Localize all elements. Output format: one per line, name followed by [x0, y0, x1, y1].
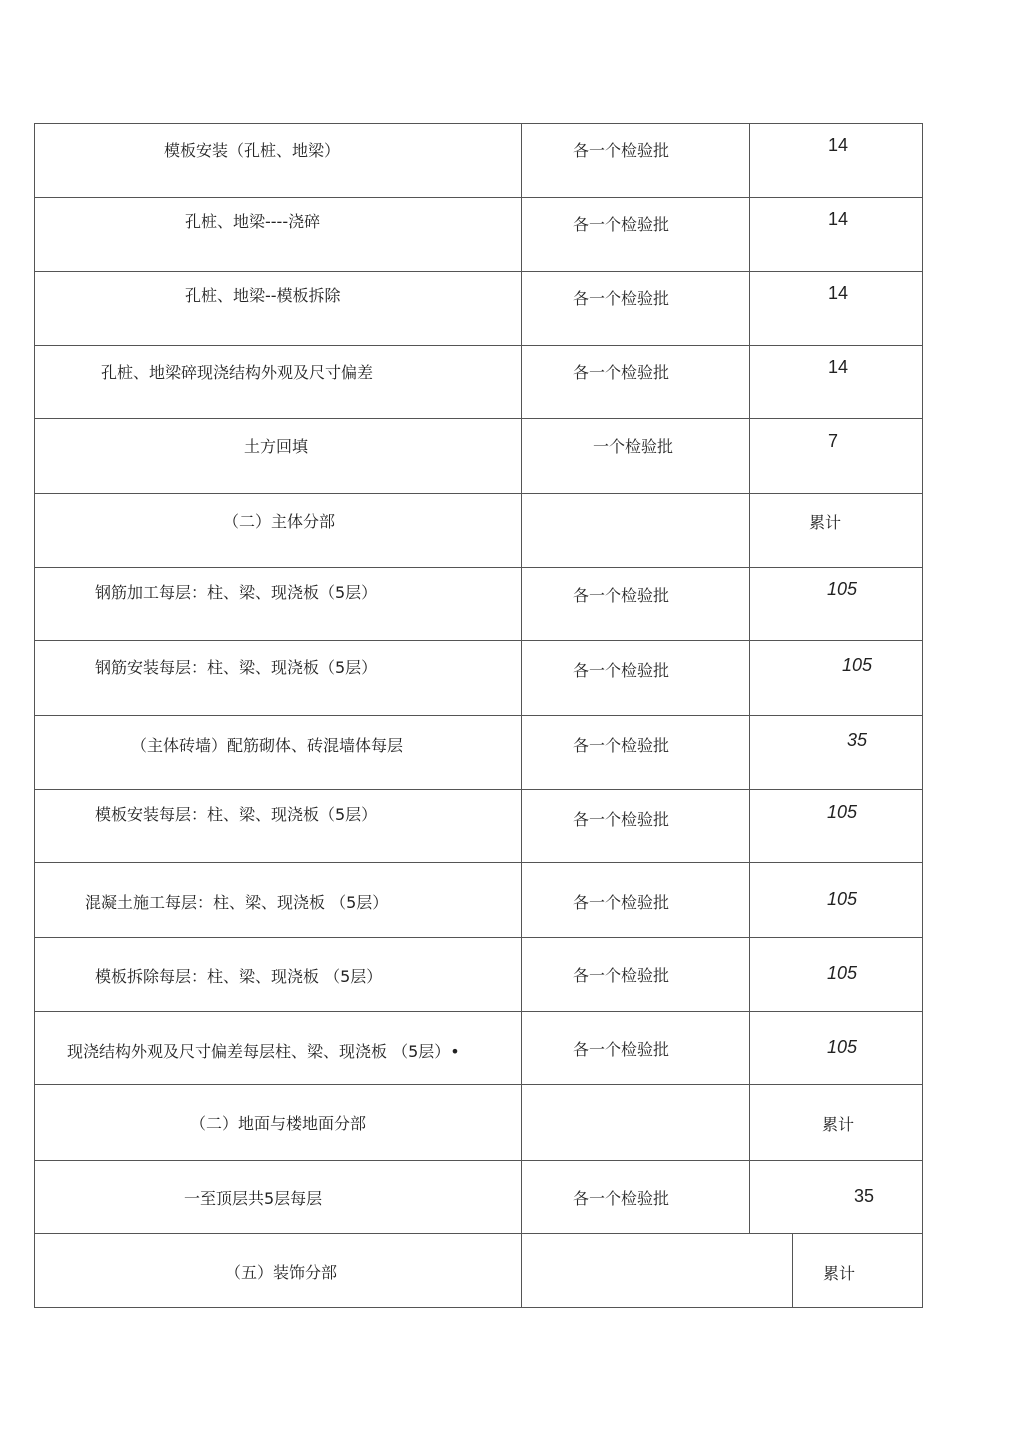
table-row [34, 937, 923, 1011]
item-text: 孔桩、地梁碎现浇结构外观及尺寸偏差 [101, 363, 374, 382]
batch-cell [522, 419, 750, 493]
item-cell [35, 1012, 522, 1084]
count-cell [793, 1234, 922, 1307]
count-text: 14 [828, 283, 849, 303]
batch-cell [522, 790, 750, 862]
batch-text: 各一个检验批 [573, 586, 670, 605]
table-row [34, 1011, 923, 1084]
item-text: （主体砖墙）配筋砌体、砖混墙体每层 [131, 736, 404, 755]
batch-cell [522, 124, 750, 197]
count-text: 35 [854, 1186, 875, 1206]
batch-text: 各一个检验批 [573, 810, 670, 829]
table-row [34, 1160, 923, 1233]
batch-cell [522, 568, 750, 640]
item-cell [35, 716, 522, 789]
table-row [34, 640, 923, 715]
count-text: 105 [827, 802, 858, 822]
count-text: 14 [828, 209, 849, 229]
count-text: 105 [827, 963, 858, 983]
item-cell [35, 938, 522, 1011]
table-row [34, 862, 923, 937]
item-cell [35, 124, 522, 197]
cumulative-label: 累计 [822, 1115, 855, 1134]
count-cell [750, 272, 922, 345]
batch-text: 各一个检验批 [573, 661, 670, 680]
batch-text: 各一个检验批 [573, 141, 670, 160]
count-cell [750, 494, 922, 567]
item-cell [35, 272, 522, 345]
count-cell [750, 1161, 922, 1233]
table-row [34, 1084, 923, 1160]
item-text: 模板安装（孔桩、地梁） [164, 141, 341, 160]
table-row [34, 493, 923, 567]
item-text: 模板拆除每层：柱、梁、现浇板 （5层） [95, 967, 383, 986]
batch-text: 各一个检验批 [573, 363, 670, 382]
table-row [34, 567, 923, 640]
cumulative-label: 累计 [823, 1264, 856, 1283]
batch-text: 各一个检验批 [573, 966, 670, 985]
count-cell [750, 568, 922, 640]
batch-text: 各一个检验批 [573, 1189, 670, 1208]
batch-text: 各一个检验批 [573, 1040, 670, 1059]
section-heading: （二）地面与楼地面分部 [190, 1114, 367, 1133]
count-text: 7 [828, 431, 839, 451]
item-cell [35, 198, 522, 271]
batch-text: 各一个检验批 [573, 289, 670, 308]
item-text: 孔桩、地梁----浇碎 [185, 212, 321, 231]
batch-cell [522, 938, 750, 1011]
count-text: 105 [827, 889, 858, 909]
item-cell [35, 346, 522, 418]
count-text: 35 [847, 730, 868, 750]
item-text: 一至顶层共5层每层 [184, 1189, 323, 1208]
item-text: 模板安装每层：柱、梁、现浇板（5层） [95, 805, 378, 824]
batch-text: 各一个检验批 [573, 893, 670, 912]
batch-cell [522, 494, 750, 567]
batch-text: 一个检验批 [593, 437, 674, 456]
count-cell [750, 938, 922, 1011]
count-cell [750, 419, 922, 493]
item-cell [35, 790, 522, 862]
batch-cell [522, 272, 750, 345]
count-cell [750, 790, 922, 862]
count-cell [750, 346, 922, 418]
batch-text: 各一个检验批 [573, 215, 670, 234]
table-row [34, 271, 923, 345]
count-cell [750, 641, 922, 715]
item-cell [35, 641, 522, 715]
item-cell [35, 494, 522, 567]
table-row [34, 1233, 923, 1308]
count-text: 105 [827, 579, 858, 599]
batch-text: 各一个检验批 [573, 736, 670, 755]
item-cell [35, 419, 522, 493]
batch-cell [522, 1012, 750, 1084]
table-row [34, 418, 923, 493]
count-cell [750, 1085, 922, 1160]
table-row [34, 197, 923, 271]
cumulative-label: 累计 [809, 513, 842, 532]
count-text: 105 [827, 1037, 858, 1057]
count-text: 14 [828, 357, 849, 377]
table-row [34, 123, 923, 197]
item-cell [35, 1234, 522, 1307]
section-heading: （二）主体分部 [223, 512, 336, 531]
batch-cell [522, 1085, 750, 1160]
item-text: 现浇结构外观及尺寸偏差每层柱、梁、现浇板 （5层）• [67, 1042, 460, 1061]
count-text: 14 [828, 135, 849, 155]
batch-cell [522, 198, 750, 271]
batch-cell [522, 863, 750, 937]
batch-cell [522, 716, 750, 789]
batch-cell [522, 1161, 750, 1233]
item-text: 钢筋安装每层：柱、梁、现浇板（5层） [95, 658, 378, 677]
section-heading: （五）装饰分部 [225, 1263, 338, 1282]
item-text: 孔桩、地梁--模板拆除 [185, 286, 341, 305]
count-cell [750, 1012, 922, 1084]
item-text: 钢筋加工每层：柱、梁、现浇板（5层） [95, 583, 378, 602]
batch-cell [522, 641, 750, 715]
item-text: 混凝土施工每层：柱、梁、现浇板 （5层） [85, 893, 389, 912]
item-cell [35, 568, 522, 640]
table-row [34, 715, 923, 789]
inspection-batch-table [34, 123, 923, 1308]
table-row [34, 345, 923, 418]
count-cell [750, 198, 922, 271]
item-cell [35, 1085, 522, 1160]
table-row [34, 789, 923, 862]
count-cell [750, 716, 922, 789]
count-cell [750, 863, 922, 937]
count-text: 105 [842, 655, 873, 675]
item-cell [35, 863, 522, 937]
batch-cell [522, 1234, 793, 1307]
item-text: 土方回填 [244, 437, 309, 456]
count-cell [750, 124, 922, 197]
batch-cell [522, 346, 750, 418]
item-cell [35, 1161, 522, 1233]
